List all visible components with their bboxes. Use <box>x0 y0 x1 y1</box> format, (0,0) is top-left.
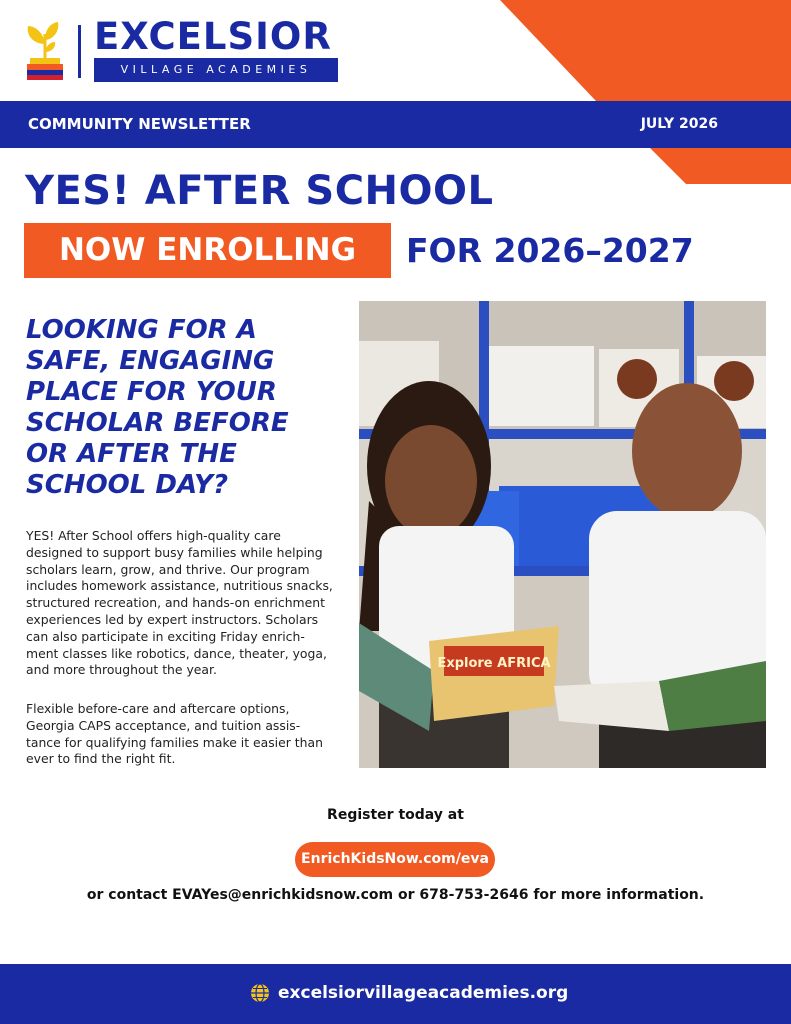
footer-website-link[interactable]: excelsiorvillageacademies.org <box>278 983 569 1003</box>
newsletter-label: COMMUNITY NEWSLETTER <box>28 115 251 133</box>
register-link-button[interactable]: EnrichKidsNow.com/eva <box>295 842 495 877</box>
newsletter-bar <box>0 101 791 148</box>
footer-bar <box>0 964 791 1024</box>
orange-corner-shape <box>500 0 791 101</box>
orange-strip-shape <box>650 148 791 184</box>
logo-icon <box>22 18 68 82</box>
page-title: YES! AFTER SCHOOL <box>25 168 494 214</box>
intro-question: LOOKING FOR A SAFE, ENGAGING PLACE FOR YOUR SCHOLAR BEFORE OR AFTER THE SCHOOL DAY? <box>26 315 289 500</box>
register-prompt: Register today at <box>327 807 464 823</box>
logo-subtitle: VILLAGE ACADEMIES <box>94 58 338 82</box>
contact-info: or contact EVAYes@enrichkidsnow.com or 678-753-2646 for more information. <box>86 887 705 903</box>
enrolling-badge: NOW ENROLLING <box>24 223 391 278</box>
logo-divider <box>78 25 81 78</box>
newsletter-date: JULY 2026 <box>640 116 718 132</box>
students-reading-photo <box>359 301 766 768</box>
globe-icon <box>250 983 270 1003</box>
book-title: Explore AFRICA <box>437 656 551 671</box>
logo-wordmark: EXCELSIOR <box>94 15 332 58</box>
program-description: YES! After School offers high-quality care designed to support busy families while helping scholars learn, grow, and thrive. Our program includes homework assistance, nutritious snacks, structured recreation, and hands-on enrichment experiences led by expert instructors. Scholars can also participate in exciting Friday enrich- ment classes like robotics, dance, theater, yoga, and more throughout the year. <box>26 528 333 678</box>
program-options: Flexible before-care and aftercare options, Georgia CAPS acceptance, and tuition assis- tance for qualifying families make it easier than ever to find the right fit. <box>26 701 323 767</box>
enrollment-year: FOR 2026–2027 <box>406 231 694 270</box>
